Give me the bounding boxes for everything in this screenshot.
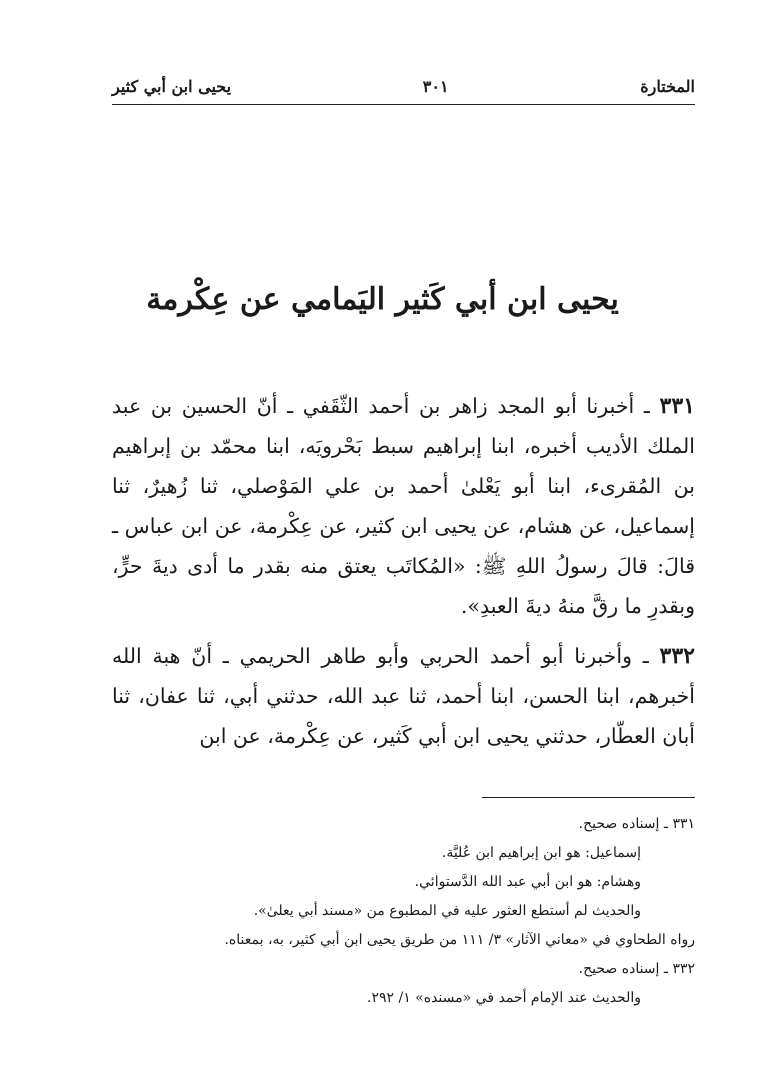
page-number: ٣٠١ (422, 76, 449, 96)
hadith-number: ٣٣٢ (659, 643, 695, 669)
footnote-line: ٣٣١ ـ إسناده صحيح. (578, 816, 695, 832)
hadith-text: ـ وأخبرنا أبو أحمد الحربي وأبو طاهر الحريمي ـ أنّ هبة الله أخبرهم، ابنا الحسن، ابنا أحمد، ثنا عبد الله، حدثني أبي، ثنا عفان، ثنا أبان العطّار، حدثني يحيى ابن أبي كَثير، عن عِكْرمة، عن ابن (112, 644, 695, 748)
main-text (112, 386, 695, 766)
footnote-line: ٣٣٢ ـ إسناده صحيح. (578, 961, 695, 977)
header-divider (112, 104, 695, 105)
header-book-title: المختارة (640, 76, 695, 96)
footnote-line: والحديث لم أستطع العثور عليه في المطبوع من «مسند أبي يعلىٰ». (253, 903, 641, 919)
hadith-text: ـ أخبرنا أبو المجد زاهر بن أحمد الثّقَفي ـ أنّ الحسين بن عبد الملك الأديب أخبره، ابنا إبراهيم سبط بَحْرويَه، ابنا محمّد بن إبراهيم بن المُقرىء، ابنا أبو يَعْلىٰ أحمد بن علي المَوْصلي، ثنا زُهيرٌ، ثنا إسماعيل، عن هشام، عن يحيى ابن كثير، عن عِكْرمة، عن ابن عباس ـ قالَ: قالَ رسولُ اللهِ ﷺ: «المُكاتَب يعتق منه بقدر ما أدى ديةَ حرٍّ، وبقدرِ ما رقَّ منهُ ديةَ العبدِ». (112, 394, 695, 618)
section-title: يحيى ابن أبي كَثير اليَمامي عن عِكْرمة (146, 282, 619, 317)
hadith-paragraph (112, 386, 695, 626)
footnote-divider (482, 797, 695, 798)
footnote-line: وهشام: هو ابن أبي عبد الله الدَّستوائي. (414, 874, 641, 890)
footnotes (112, 810, 695, 1013)
footnote-line: إسماعيل: هو ابن إبراهيم ابن عُليَّة. (441, 845, 641, 861)
hadith-paragraph (112, 636, 695, 756)
running-header (112, 72, 695, 100)
footnote-line: رواه الطحاوي في «معاني الآثار» ٣/ ١١١ من طريق يحيى ابن أبي كثير، به، بمعناه. (224, 932, 695, 948)
hadith-number: ٣٣١ (659, 393, 695, 419)
footnote-line: والحديث عند الإمام أحمد في «مسنده» ١/ ٢٩٢. (367, 990, 641, 1006)
header-chapter-title: يحيى ابن أبي كثير (112, 76, 232, 96)
